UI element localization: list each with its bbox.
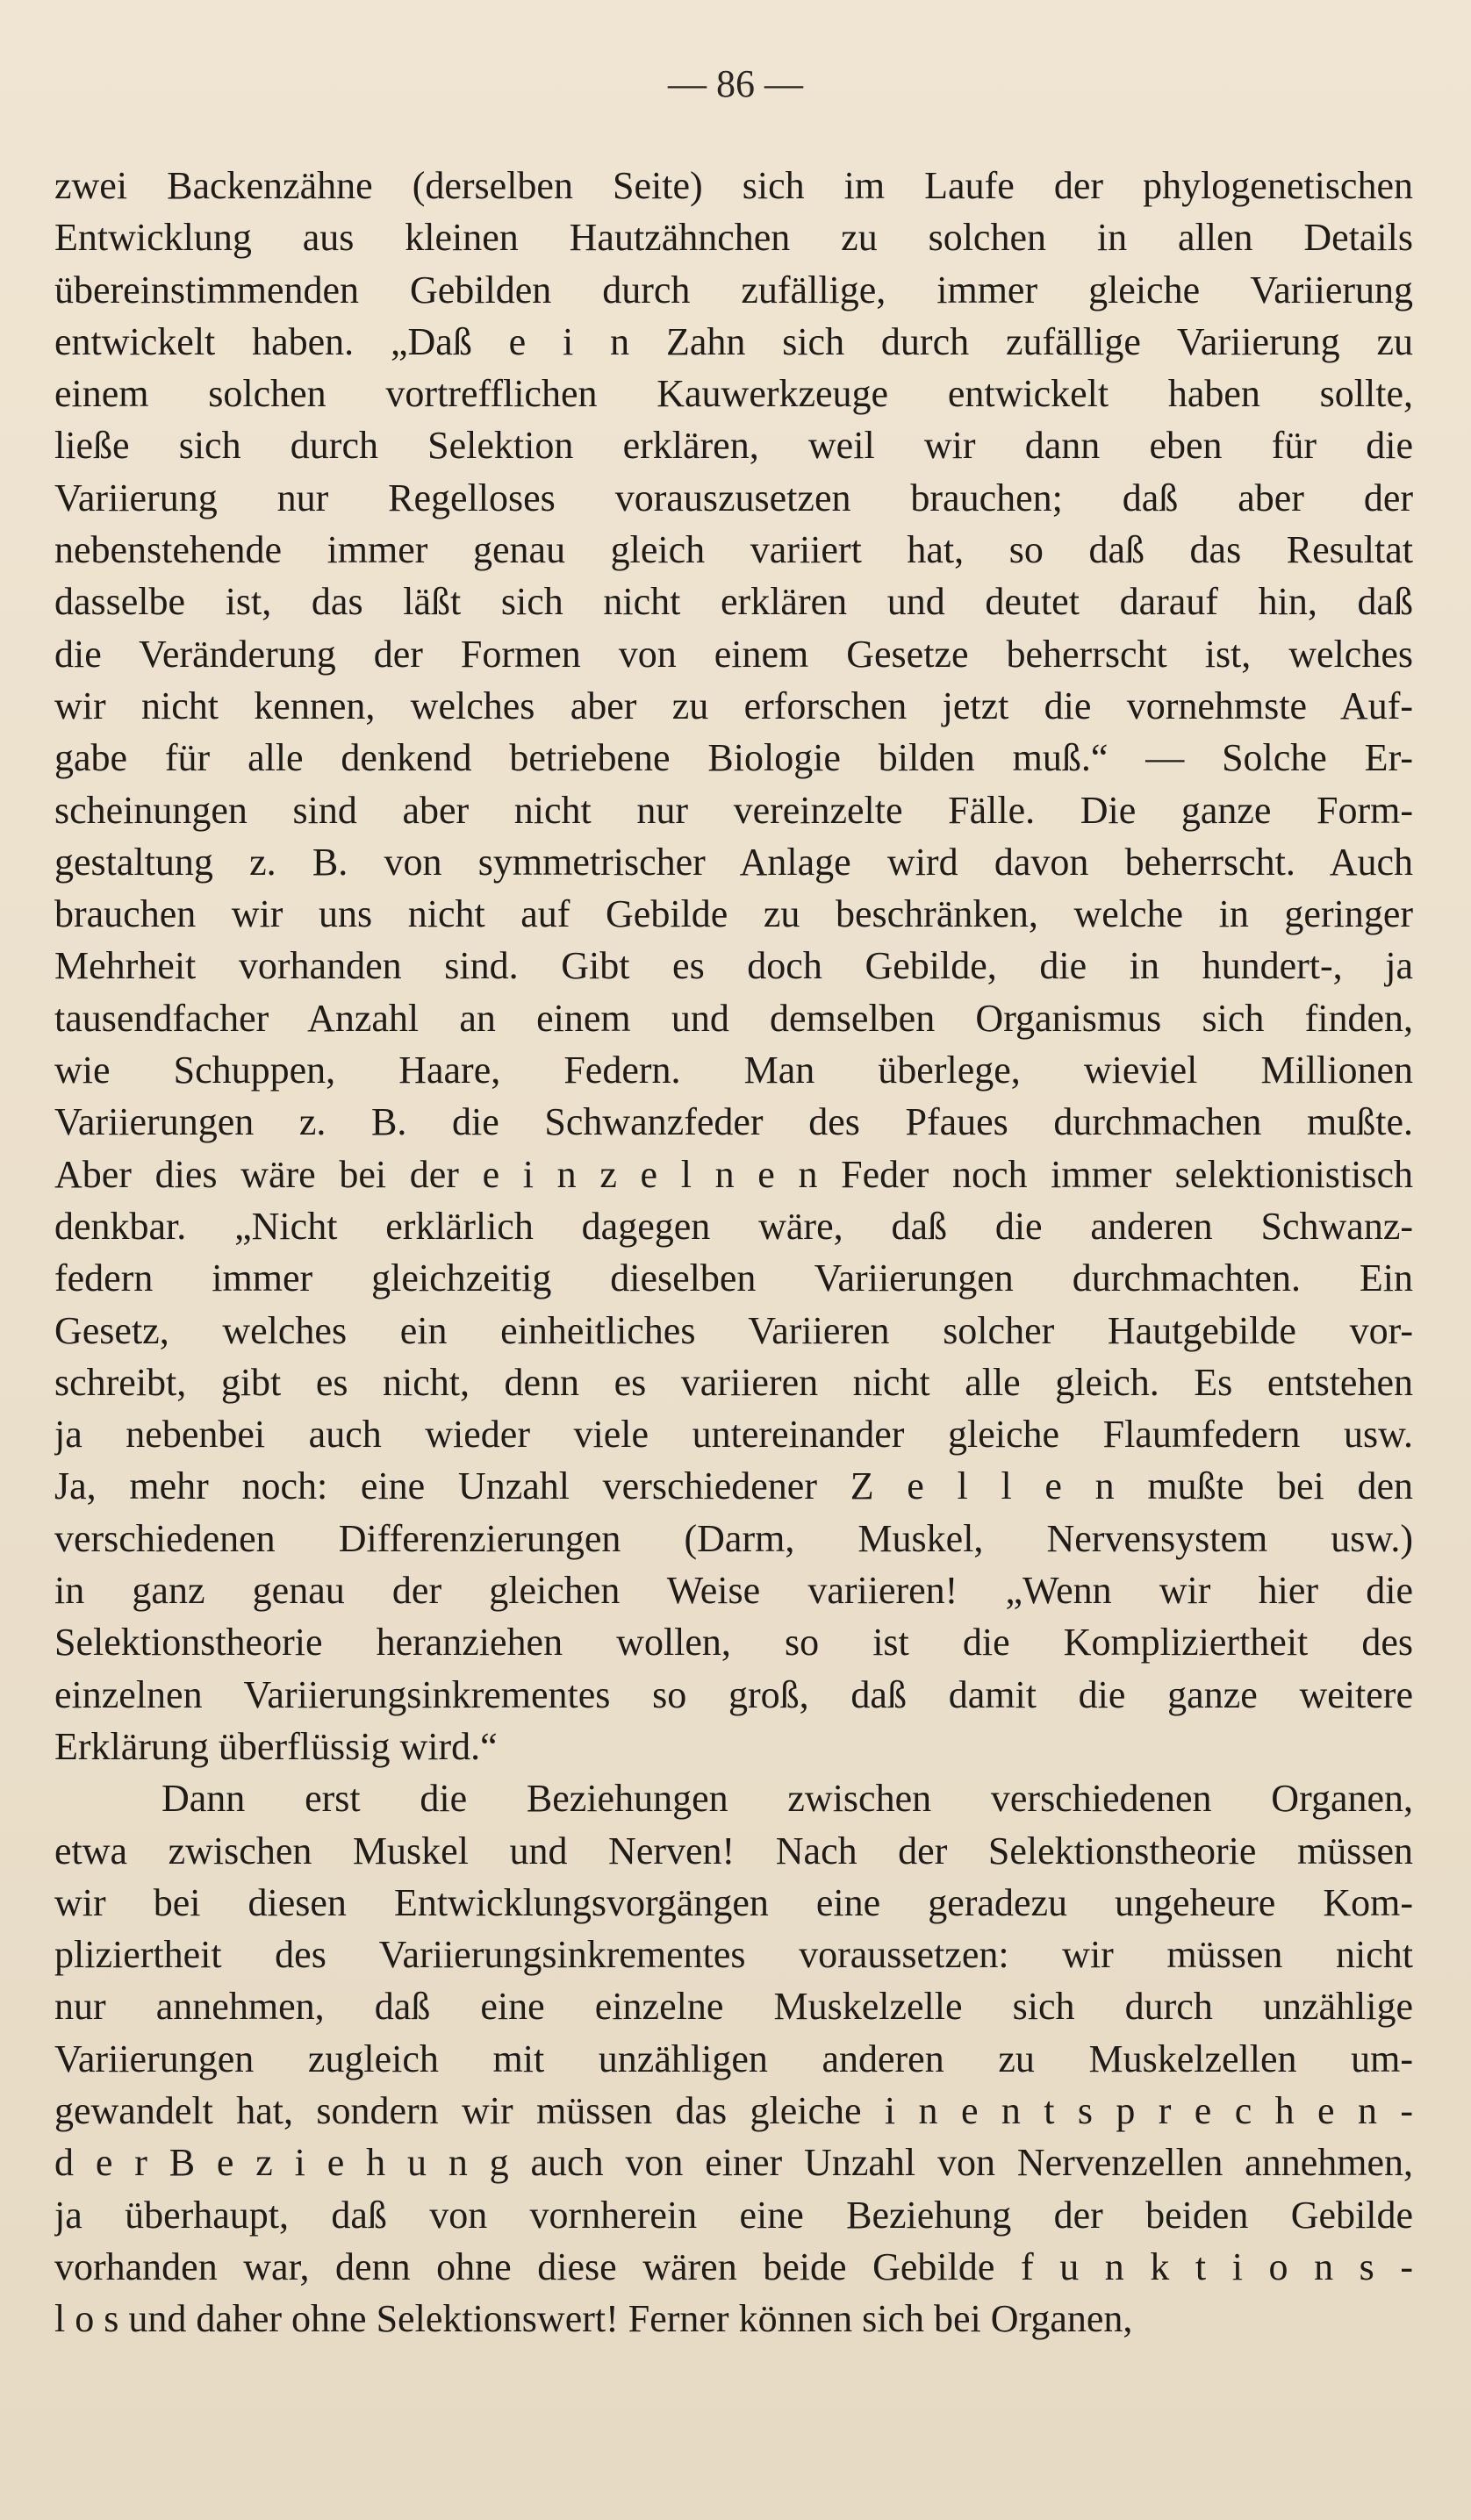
body-text <box>54 160 1413 2345</box>
text-line: Dann erst die Beziehungen zwischen verschiedenen Organen, <box>161 1777 1413 1821</box>
text-line: gabe für alle denkend betriebene Biologie bilden muß.“ — Solche Er- <box>54 736 1413 780</box>
text-line: denkbar. „Nicht erklärlich dagegen wäre, daß die anderen Schwanz- <box>54 1204 1413 1248</box>
text-line: ja überhaupt, daß von vornherein eine Beziehung der beiden Gebilde <box>54 2193 1413 2237</box>
text-line: einzelnen Variierungsinkrementes so groß, daß damit die ganze weitere <box>54 1672 1413 1716</box>
text-line: vorhanden war, denn ohne diese wären beide Gebilde f u n k t i o n s - <box>54 2244 1413 2288</box>
text-line: einem solchen vortrefflichen Kauwerkzeuge entwickelt haben sollte, <box>54 372 1413 416</box>
text-line: nur annehmen, daß eine einzelne Muskelzelle sich durch unzählige <box>54 1985 1413 2029</box>
text-line: dasselbe ist, das läßt sich nicht erklären und deutet darauf hin, daß <box>54 580 1413 624</box>
text-line: Variierung nur Regelloses vorauszusetzen brauchen; daß aber der <box>54 476 1413 519</box>
text-line: schreibt, gibt es nicht, denn es variieren nicht alle gleich. Es entstehen <box>54 1360 1413 1404</box>
text-line: Selektionstheorie heranziehen wollen, so ist die Kompliziertheit des <box>54 1621 1413 1664</box>
text-line: Erklärung überflüssig wird.“ <box>54 1724 498 1768</box>
text-line: verschiedenen Differenzierungen (Darm, Muskel, Nervensystem usw.) <box>54 1516 1413 1560</box>
text-line: brauchen wir uns nicht auf Gebilde zu beschränken, welche in geringer <box>54 892 1413 936</box>
paragraph <box>54 160 1413 1772</box>
text-line: d e r B e z i e h u n g auch von einer Unzahl von Nervenzellen annehmen, <box>54 2141 1413 2185</box>
text-line: etwa zwischen Muskel und Nerven! Nach der Selektionstheorie müssen <box>54 1829 1413 1872</box>
text-line: gestaltung z. B. von symmetrischer Anlage wird davon beherrscht. Auch <box>54 840 1413 884</box>
text-line: wir bei diesen Entwicklungsvorgängen eine geradezu ungeheure Kom- <box>54 1880 1413 1924</box>
text-line: Ja, mehr noch: eine Unzahl verschiedener Z e l l e n mußte bei den <box>54 1464 1413 1508</box>
text-line: entwickelt haben. „Daß e i n Zahn sich durch zufällige Variierung zu <box>54 319 1413 363</box>
text-line: Entwicklung aus kleinen Hautzähnchen zu solchen in allen Details <box>54 216 1413 260</box>
text-line: in ganz genau der gleichen Weise variieren! „Wenn wir hier die <box>54 1569 1413 1613</box>
text-line: Aber dies wäre bei der e i n z e l n e n Feder noch immer selektionistisch <box>54 1152 1413 1196</box>
text-line: ließe sich durch Selektion erklären, weil wir dann eben für die <box>54 424 1413 468</box>
text-line: pliziertheit des Variierungsinkrementes voraussetzen: wir müssen nicht <box>54 1933 1413 1977</box>
text-line: gewandelt hat, sondern wir müssen das gleiche i n e n t s p r e c h e n - <box>54 2088 1413 2132</box>
text-line: federn immer gleichzeitig dieselben Variierungen durchmachten. Ein <box>54 1256 1413 1300</box>
text-line: wir nicht kennen, welches aber zu erforschen jetzt die vornehmste Auf- <box>54 684 1413 727</box>
text-line: tausendfacher Anzahl an einem und demselben Organismus sich finden, <box>54 996 1413 1040</box>
text-line: wie Schuppen, Haare, Federn. Man überlege, wieviel Millionen <box>54 1049 1413 1092</box>
text-line: scheinungen sind aber nicht nur vereinzelte Fälle. Die ganze Form- <box>54 788 1413 832</box>
text-line: Variierungen z. B. die Schwanzfeder des Pfaues durchmachen mußte. <box>54 1100 1413 1144</box>
paragraph <box>54 1772 1413 2345</box>
text-line: Mehrheit vorhanden sind. Gibt es doch Gebilde, die in hundert-, ja <box>54 944 1413 988</box>
text-line: übereinstimmenden Gebilden durch zufällige, immer gleiche Variierung <box>54 268 1413 311</box>
text-line: l o s und daher ohne Selektionswert! Ferner können sich bei Organen, <box>54 2297 1133 2341</box>
text-line: die Veränderung der Formen von einem Gesetze beherrscht ist, welches <box>54 632 1413 676</box>
text-line: Variierungen zugleich mit unzähligen anderen zu Muskelzellen um- <box>54 2037 1413 2080</box>
text-line: ja nebenbei auch wieder viele untereinander gleiche Flaumfedern usw. <box>54 1413 1413 1457</box>
text-line: nebenstehende immer genau gleich variiert hat, so daß das Resultat <box>54 528 1413 572</box>
text-line: zwei Backenzähne (derselben Seite) sich im Laufe der phylogenetischen <box>54 164 1413 207</box>
page-number: — 86 — <box>668 62 803 105</box>
text-line: Gesetz, welches ein einheitliches Variieren solcher Hautgebilde vor- <box>54 1308 1413 1352</box>
